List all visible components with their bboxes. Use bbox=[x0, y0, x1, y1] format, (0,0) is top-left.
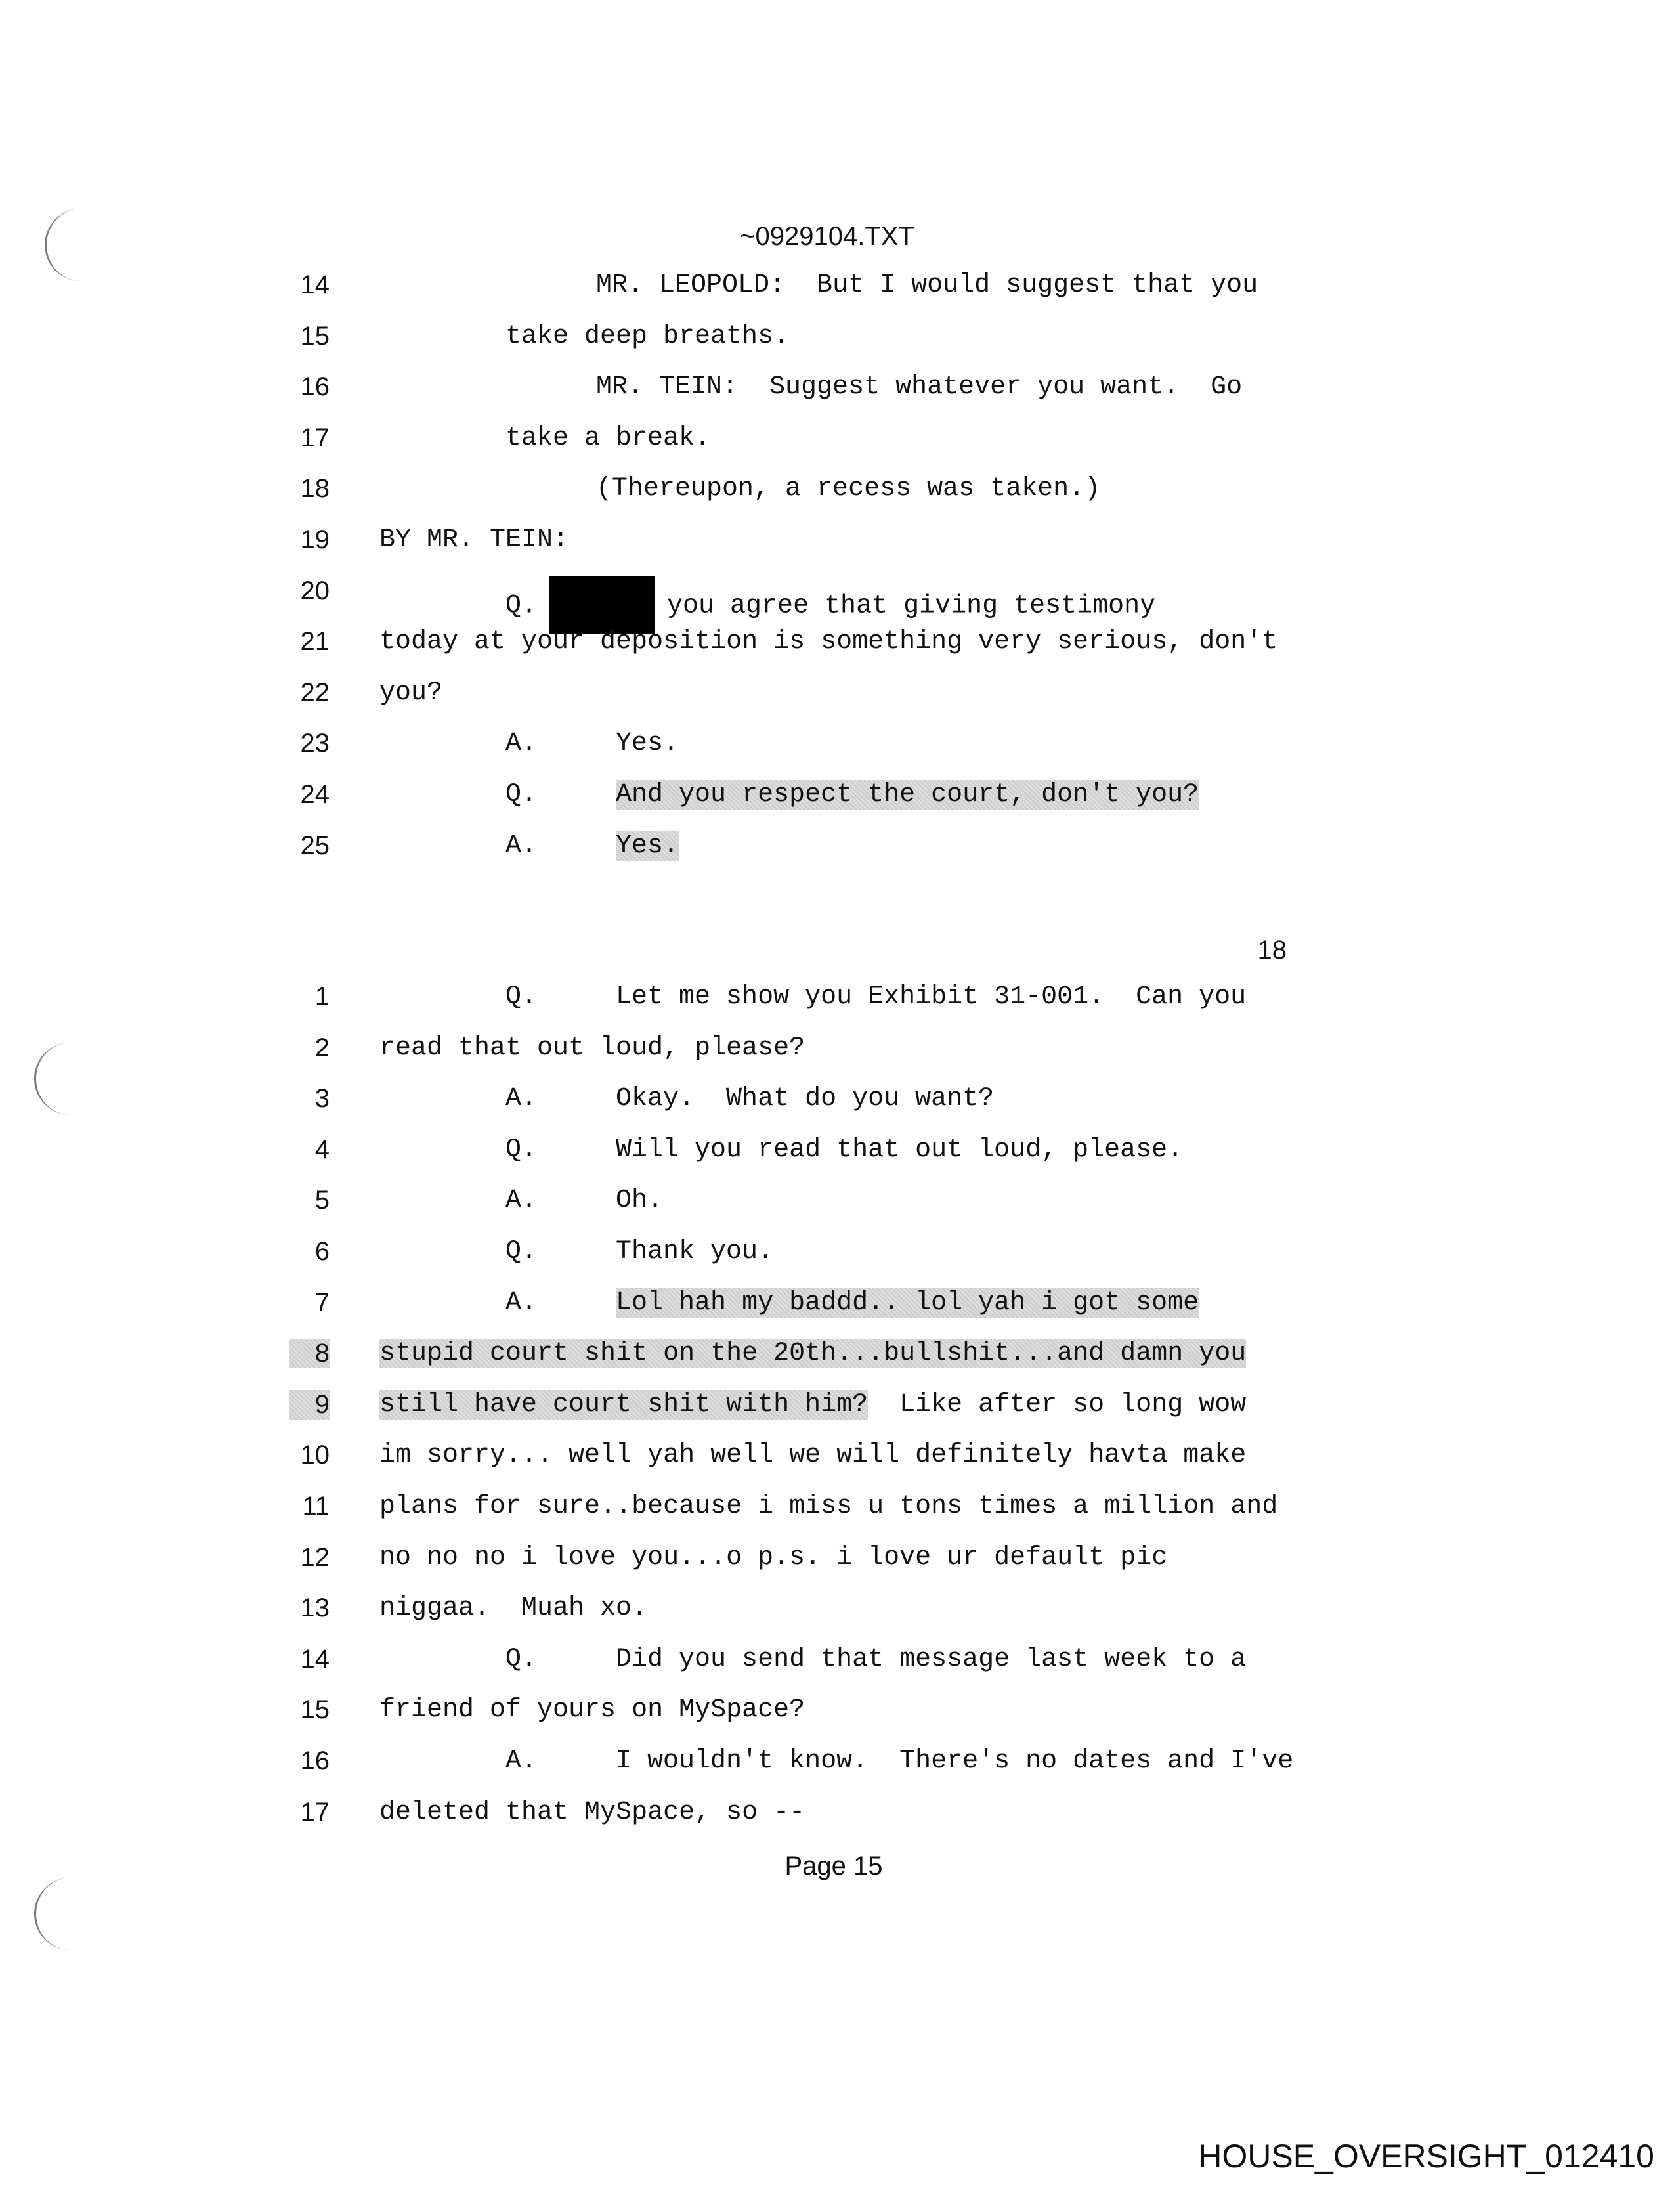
text-segment: read that out loud, please? bbox=[379, 1033, 805, 1063]
line-text bbox=[505, 1237, 773, 1267]
line-text bbox=[596, 372, 1242, 402]
highlighted-text: stupid court shit on the 20th...bullshit...and damn you bbox=[379, 1339, 1247, 1369]
line-number: 16 bbox=[300, 372, 330, 402]
line-text bbox=[505, 1135, 1183, 1165]
text-segment: Q. bbox=[505, 591, 538, 621]
line-text bbox=[379, 678, 442, 708]
text-segment: A. Okay. What do you want? bbox=[505, 1084, 995, 1114]
text-segment: Q. Thank you. bbox=[505, 1237, 774, 1267]
line-text bbox=[379, 1339, 1246, 1368]
line-text bbox=[596, 271, 1258, 300]
line-text bbox=[505, 831, 679, 861]
text-segment: (Thereupon, a recess was taken.) bbox=[596, 474, 1101, 504]
punch-hole-middle bbox=[34, 1043, 82, 1115]
bates-number: HOUSE_OVERSIGHT_012410 bbox=[1198, 2138, 1654, 2175]
text-segment: niggaa. Muah xo. bbox=[379, 1594, 648, 1624]
text-segment: im sorry... well yah well we will definitely havta make bbox=[379, 1441, 1247, 1471]
line-text bbox=[505, 1645, 1246, 1674]
line-number: 19 bbox=[300, 525, 330, 554]
line-number: 4 bbox=[314, 1135, 330, 1164]
line-text bbox=[379, 1798, 805, 1827]
file-header: ~0929104.TXT bbox=[740, 222, 914, 251]
line-number: 10 bbox=[300, 1441, 330, 1470]
text-segment: A. bbox=[505, 831, 616, 861]
line-number: 12 bbox=[300, 1542, 330, 1572]
line-number: 11 bbox=[302, 1492, 330, 1521]
line-text bbox=[596, 474, 1100, 504]
line-number: 7 bbox=[314, 1288, 330, 1317]
line-text bbox=[379, 525, 569, 555]
text-segment: MR. TEIN: Suggest whatever you want. Go bbox=[596, 372, 1243, 402]
line-text bbox=[505, 982, 1246, 1012]
text-segment: MR. LEOPOLD: But I would suggest that you bbox=[596, 271, 1258, 300]
line-text bbox=[505, 780, 1199, 810]
text-segment: BY MR. TEIN: bbox=[379, 525, 569, 555]
line-number: 20 bbox=[300, 576, 330, 605]
text-segment: A. Oh. bbox=[505, 1186, 664, 1216]
transcript-page-number: 18 bbox=[1257, 936, 1287, 965]
text-segment: no no no i love you...o p.s. i love ur default pic bbox=[379, 1542, 1168, 1572]
line-number: 15 bbox=[300, 1695, 330, 1725]
text-segment: you? bbox=[379, 678, 443, 708]
line-number: 21 bbox=[300, 627, 330, 657]
line-number: 1 bbox=[314, 982, 330, 1011]
text-segment: plans for sure..because i miss u tons times a million and bbox=[379, 1492, 1278, 1521]
text-segment: take a break. bbox=[505, 423, 711, 453]
line-number: 16 bbox=[300, 1746, 330, 1775]
text-segment: friend of yours on MySpace? bbox=[379, 1695, 805, 1725]
line-number: 14 bbox=[300, 271, 330, 299]
text-segment: A. bbox=[505, 1288, 616, 1318]
text-segment: Like after so long wow bbox=[868, 1389, 1247, 1420]
line-text bbox=[505, 1746, 1293, 1776]
line-number: 24 bbox=[300, 780, 330, 809]
line-text bbox=[379, 1441, 1246, 1470]
punch-hole-bottom bbox=[34, 1878, 82, 1950]
line-text bbox=[505, 729, 679, 758]
line-text bbox=[505, 1288, 1199, 1318]
line-number: 23 bbox=[300, 729, 330, 758]
line-number: 17 bbox=[300, 423, 330, 452]
redaction-box bbox=[549, 576, 655, 634]
line-number: 17 bbox=[300, 1797, 330, 1827]
line-number: 2 bbox=[314, 1033, 330, 1062]
text-segment: take deep breaths. bbox=[505, 321, 790, 351]
text-segment: Q. Did you send that message last week to a bbox=[505, 1644, 1247, 1674]
line-text bbox=[505, 1186, 663, 1215]
line-number: 18 bbox=[300, 474, 330, 504]
line-text bbox=[379, 627, 1277, 657]
highlighted-text: And you respect the court, don't you? bbox=[616, 780, 1199, 810]
line-number: 22 bbox=[300, 678, 330, 707]
text-segment: today at your deposition is something very serious, don't bbox=[379, 627, 1278, 657]
line-number: 15 bbox=[300, 321, 330, 351]
line-text bbox=[379, 1492, 1277, 1521]
text-segment: Q. bbox=[505, 780, 616, 810]
text-segment: A. I wouldn't know. There's no dates and I've bbox=[505, 1746, 1294, 1776]
highlighted-text: Yes. bbox=[616, 831, 679, 861]
line-number: 5 bbox=[314, 1186, 330, 1215]
line-text bbox=[379, 1390, 1246, 1420]
line-number: 14 bbox=[300, 1644, 330, 1674]
text-segment: A. Yes. bbox=[505, 729, 679, 759]
highlighted-text: still have court shit with him? bbox=[379, 1389, 869, 1420]
line-text bbox=[505, 322, 789, 351]
text-segment: you agree that giving testimony bbox=[667, 591, 1156, 621]
line-number: 13 bbox=[300, 1594, 330, 1623]
text-segment: deleted that MySpace, so -- bbox=[379, 1797, 805, 1827]
footer-page-label: Page 15 bbox=[784, 1852, 883, 1880]
line-number: 25 bbox=[300, 831, 330, 860]
line-text bbox=[505, 576, 1155, 634]
line-number: 6 bbox=[314, 1237, 330, 1266]
line-text bbox=[505, 1084, 994, 1114]
line-text bbox=[379, 1594, 647, 1623]
line-text bbox=[379, 1695, 805, 1725]
line-text bbox=[505, 423, 710, 453]
line-text bbox=[379, 1033, 805, 1063]
line-number: 3 bbox=[314, 1084, 330, 1114]
text-segment: Q. Let me show you Exhibit 31-001. Can you bbox=[505, 982, 1247, 1012]
text-segment: Q. Will you read that out loud, please. bbox=[505, 1135, 1184, 1165]
punch-hole-top bbox=[45, 209, 93, 281]
line-number: 8 bbox=[289, 1339, 330, 1368]
highlighted-text: Lol hah my baddd.. lol yah i got some bbox=[616, 1288, 1199, 1318]
line-number: 9 bbox=[289, 1390, 330, 1420]
line-text bbox=[379, 1543, 1167, 1572]
